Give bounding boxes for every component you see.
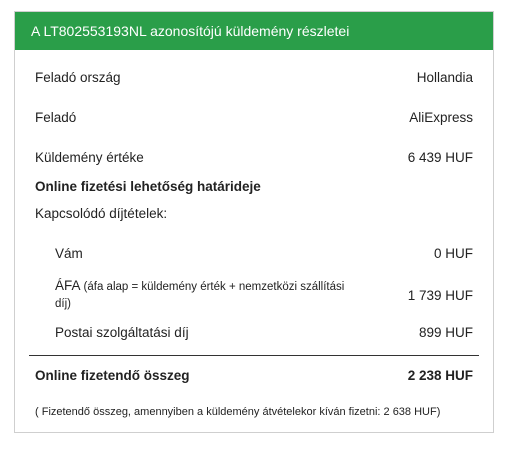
vat-note: (áfa alap = küldemény érték + nemzetközi szállítási díj) bbox=[55, 281, 345, 310]
customs-value: 0 HUF bbox=[433, 246, 473, 261]
row-postal-fee bbox=[55, 325, 473, 340]
row-total bbox=[35, 368, 473, 383]
row-online-deadline bbox=[35, 179, 473, 194]
sender-country-label: Feladó ország bbox=[35, 70, 121, 85]
shipment-value-label: Küldemény értéke bbox=[35, 150, 144, 165]
related-fees-label: Kapcsolódó díjtételek: bbox=[35, 206, 168, 221]
row-sender-country bbox=[35, 70, 473, 85]
row-related-fees bbox=[35, 206, 473, 221]
sender-label: Feladó bbox=[35, 110, 77, 125]
postal-fee-label: Postai szolgáltatási díj bbox=[55, 325, 189, 340]
sender-value: AliExpress bbox=[409, 110, 473, 125]
row-shipment-value bbox=[35, 150, 473, 165]
customs-label: Vám bbox=[55, 246, 83, 261]
shipment-value-amount: 6 439 HUF bbox=[407, 150, 473, 165]
total-value: 2 238 HUF bbox=[407, 368, 473, 383]
online-deadline-label: Online fizetési lehetőség határideje bbox=[35, 179, 261, 194]
row-vat bbox=[55, 278, 473, 312]
vat-label-group bbox=[55, 278, 345, 312]
shipment-details-panel bbox=[14, 11, 494, 433]
vat-value: 1 739 HUF bbox=[407, 287, 473, 303]
total-divider bbox=[29, 355, 479, 356]
payment-footnote: ( Fizetendő összeg, amennyiben a küldemény átvételekor kíván fizetni: 2 638 HUF) bbox=[35, 406, 441, 418]
sender-country-value: Hollandia bbox=[416, 70, 473, 85]
panel-header: A LT802553193NL azonosítójú küldemény részletei bbox=[15, 12, 493, 50]
row-customs bbox=[55, 246, 473, 261]
total-label: Online fizetendő összeg bbox=[35, 368, 190, 383]
postal-fee-value: 899 HUF bbox=[418, 325, 473, 340]
vat-label: ÁFA bbox=[55, 278, 80, 293]
row-sender bbox=[35, 110, 473, 125]
